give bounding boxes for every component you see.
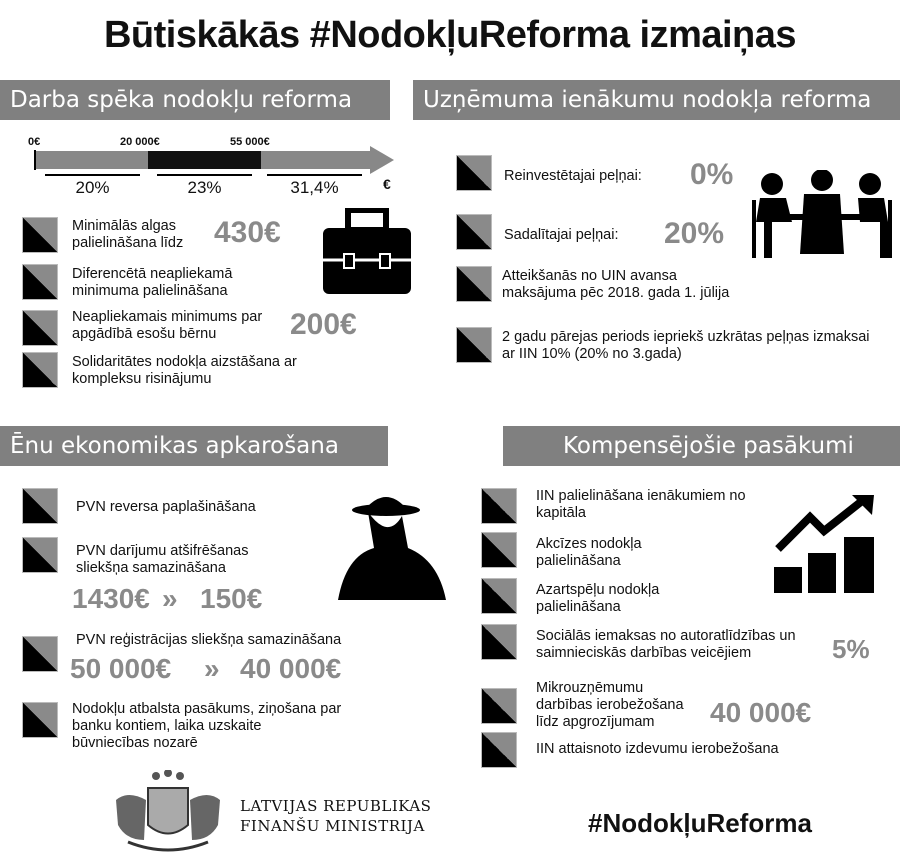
bullet-icon: [456, 327, 492, 363]
registration-to: 40 000€: [240, 653, 342, 684]
currency-unit: €: [383, 176, 391, 192]
hashtag: #NodokļuReforma: [588, 808, 812, 838]
corporate-item-3: Atteikšanās no UIN avansa maksājuma pēc 2018. gada 1. jūlija: [502, 268, 730, 301]
chevrons-icon: »: [162, 583, 178, 614]
labor-item-1: Minimālās algas palielināšana līdz: [72, 218, 184, 251]
tick-55000: 55 000€: [230, 136, 270, 148]
shadow-item-1: PVN reversa paplašināšana: [76, 499, 256, 515]
compensating-header: Kompensējošie pasākumi: [503, 426, 900, 466]
corporate-header: Uzņēmuma ienākumu nodokļa reforma: [413, 80, 900, 120]
compensating-item-3: Azartspēļu nodokļa palielināšana: [536, 582, 660, 615]
rate-3: 31,4%: [267, 174, 362, 198]
compensating-item-5: Mikrouzņēmumu darbības ierobežošana līdz apgrozījumam: [536, 680, 684, 730]
corporate-item-2: Sadalītajai peļņai:: [504, 227, 619, 243]
bullet-icon: [481, 488, 517, 524]
labor-item-3: Neapliekamais minimums par apgādībā esošu bērnu: [72, 309, 263, 342]
compensating-item-1: IIN palielināšana ienākumiem no kapitāla: [536, 488, 746, 521]
labor-header: Darba spēka nodokļu reforma: [0, 80, 390, 120]
compensating-value-40000: 40 000€: [710, 697, 812, 728]
labor-item-4: Solidaritātes nodokļa aizstāšana ar kompleksu risinājumu: [72, 354, 297, 387]
corporate-value-20: 20%: [664, 217, 725, 250]
bracket-bar-3: [261, 151, 371, 169]
bullet-icon: [22, 702, 58, 738]
labor-value-200: 200€: [290, 308, 357, 341]
compensating-item-6: IIN attaisnoto izdevumu ierobežošana: [536, 741, 779, 757]
arrow-head-icon: [370, 146, 394, 174]
corporate-item-4: 2 gadu pārejas periods iepriekš uzkrātas peļņas izmaksai ar IIN 10% (20% no 3.gada): [502, 329, 870, 362]
compensating-item-4: Sociālās iemaksas no autoratlīdzības un saimnieciskās darbības veicējiem: [536, 628, 796, 661]
bullet-icon: [22, 636, 58, 672]
registration-from: 50 000€: [70, 653, 172, 684]
ministry-line-2: FINANŠU MINISTRIJA: [240, 817, 425, 835]
bullet-icon: [481, 624, 517, 660]
bullet-icon: [22, 310, 58, 346]
bracket-bar-2: [148, 151, 261, 169]
shadow-item-4: Nodokļu atbalsta pasākums, ziņošana par banku kontiem, laika uzskaite būvniecības nozarē: [72, 701, 342, 751]
labor-item-2: Diferencētā neapliekamā minimuma palielināšana: [72, 266, 233, 299]
shadow-item-2: PVN darījumu atšifrēšanas sliekšņa samazināšana: [76, 543, 249, 576]
compensating-item-2: Akcīzes nodokļa palielināšana: [536, 536, 642, 569]
bullet-icon: [456, 214, 492, 250]
spy-silhouette-icon: [328, 490, 448, 600]
coat-of-arms-icon: [108, 770, 228, 855]
shadow-header: Ēnu ekonomikas apkarošana: [0, 426, 388, 466]
shadow-item-3: PVN reģistrācijas sliekšņa samazināšana: [76, 632, 342, 648]
corporate-item-1: Reinvestētajai peļņai:: [504, 168, 642, 184]
bullet-icon: [22, 537, 58, 573]
labor-value-430: 430€: [214, 216, 281, 249]
rate-2: 23%: [157, 174, 252, 198]
rate-1: 20%: [45, 174, 140, 198]
bullet-icon: [481, 578, 517, 614]
compensating-value-5: 5%: [832, 634, 870, 664]
bullet-icon: [481, 688, 517, 724]
bracket-bar-1: [36, 151, 148, 169]
corporate-value-0: 0%: [690, 158, 734, 191]
bullet-icon: [22, 488, 58, 524]
tick-20000: 20 000€: [120, 136, 160, 148]
tick-0: 0€: [28, 136, 41, 148]
bullet-icon: [22, 264, 58, 300]
growth-chart-icon: [772, 495, 877, 595]
shadow-threshold-from: 1430€: [72, 583, 150, 614]
meeting-people-icon: [752, 170, 892, 260]
bullet-icon: [481, 732, 517, 768]
briefcase-icon: [320, 208, 415, 298]
bullet-icon: [456, 266, 492, 302]
chevrons-icon: »: [204, 653, 220, 684]
bullet-icon: [22, 217, 58, 253]
page-title: Būtiskākās #NodokļuReforma izmaiņas: [103, 14, 797, 56]
shadow-threshold-to: 150€: [200, 583, 263, 614]
bullet-icon: [456, 155, 492, 191]
bullet-icon: [22, 352, 58, 388]
bullet-icon: [481, 532, 517, 568]
ministry-line-1: LATVIJAS REPUBLIKAS: [240, 797, 432, 815]
